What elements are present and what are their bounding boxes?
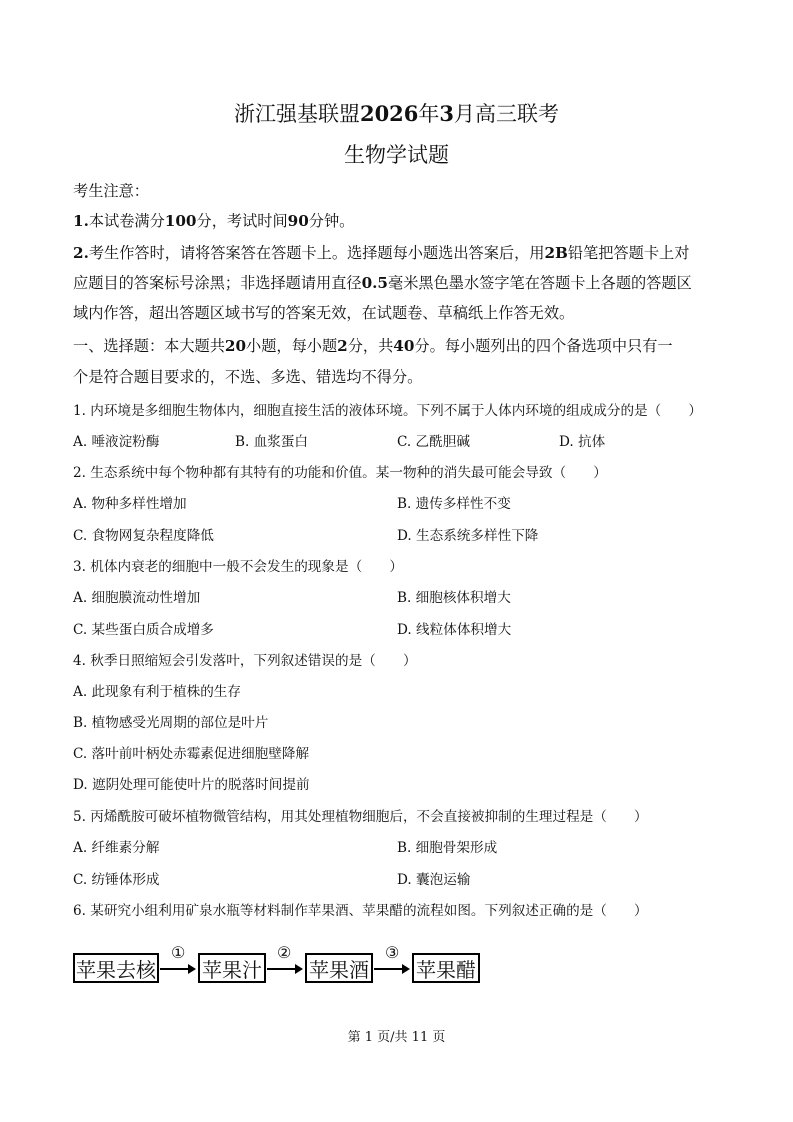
flow-arrow-3	[374, 968, 408, 970]
flow-step-apple-juice: 苹果汁	[198, 953, 266, 983]
flow-step-apple-coring: 苹果去核	[73, 953, 159, 983]
notice-item-2-line-1: 2.考生作答时，请将答案答在答题卡上。选择题每小题选出答案后，用2B铅笔把答题卡上对	[73, 244, 690, 262]
question-5-option-b: B. 细胞骨架形成	[397, 840, 498, 856]
question-5-option-c: C. 纺锤体形成	[73, 872, 160, 888]
notice-item-2-line-3: 域内作答，超出答题区域书写的答案无效，在试题卷、草稿纸上作答无效。	[73, 304, 575, 322]
question-5-option-a: A. 纤维素分解	[73, 840, 160, 856]
question-1-option-b: B. 血浆蛋白	[235, 434, 309, 450]
question-1-option-a: A. 唾液淀粉酶	[73, 434, 160, 450]
flow-arrow-2	[267, 968, 301, 970]
flow-step-apple-vinegar: 苹果醋	[412, 953, 480, 983]
question-2-option-a: A. 物种多样性增加	[73, 496, 187, 512]
question-4-option-a: A. 此现象有利于植株的生存	[73, 684, 241, 700]
page-footer: 第 1 页/共 11 页	[347, 1030, 446, 1045]
question-2-stem: 2. 生态系统中每个物种都有其特有的功能和价值。某一物种的消失最可能会导致（ ）	[73, 465, 607, 481]
section-header-line-2: 个是符合题目要求的，不选、多选、错选均不得分。	[73, 368, 423, 386]
notice-heading: 考生注意：	[73, 182, 149, 200]
flow-arrow-2-label: ②	[277, 943, 292, 962]
question-4-option-c: C. 落叶前叶柄处赤霉素促进细胞壁降解	[73, 746, 310, 762]
section-header-line-1: 一、选择题：本大题共20小题，每小题2分，共40分。每小题列出的四个备选项中只有一	[73, 337, 673, 355]
question-3-option-c: C. 某些蛋白质合成增多	[73, 622, 214, 638]
question-5-option-d: D. 囊泡运输	[397, 872, 471, 888]
question-6-stem: 6. 某研究小组利用矿泉水瓶等材料制作苹果酒、苹果醋的流程如图。下列叙述正确的是（ ）	[73, 903, 648, 919]
exam-subtitle: 生物学试题	[344, 143, 449, 167]
question-4-option-b: B. 植物感受光周期的部位是叶片	[73, 715, 269, 731]
question-4-stem: 4. 秋季日照缩短会引发落叶，下列叙述错误的是（ ）	[73, 653, 417, 669]
notice-item-1: 1.本试卷满分100分，考试时间90分钟。	[73, 212, 355, 230]
question-1-option-c: C. 乙酰胆碱	[397, 434, 470, 450]
question-4-option-d: D. 遮阴处理可能使叶片的脱落时间提前	[73, 777, 310, 793]
question-3-option-d: D. 线粒体体积增大	[397, 622, 512, 638]
question-3-stem: 3. 机体内衰老的细胞中一般不会发生的现象是（ ）	[73, 559, 403, 575]
flow-step-apple-wine: 苹果酒	[305, 953, 373, 983]
question-1-stem: 1. 内环境是多细胞生物体内，细胞直接生活的液体环境。下列不属于人体内环境的组成成分的是（ ）	[73, 403, 703, 419]
notice-item-2-line-2: 应题目的答案标号涂黑；非选择题请用直径0.5毫米黑色墨水签字笔在答题卡上各题的答题区	[73, 274, 692, 292]
question-3-option-b: B. 细胞核体积增大	[397, 590, 511, 606]
flow-arrow-3-label: ③	[385, 943, 400, 962]
question-2-option-b: B. 遗传多样性不变	[397, 496, 511, 512]
question-1-option-d: D. 抗体	[559, 434, 606, 450]
exam-title: 浙江强基联盟2026年3月高三联考	[233, 101, 560, 126]
question-3-option-a: A. 细胞膜流动性增加	[73, 590, 201, 606]
question-2-option-d: D. 生态系统多样性下降	[397, 528, 539, 544]
flow-arrow-1-label: ①	[171, 943, 186, 962]
question-2-option-c: C. 食物网复杂程度降低	[73, 528, 214, 544]
question-5-stem: 5. 丙烯酰胺可破坏植物微管结构，用其处理植物细胞后，不会直接被抑制的生理过程是（ ）	[73, 809, 648, 825]
flow-arrow-1	[160, 968, 194, 970]
